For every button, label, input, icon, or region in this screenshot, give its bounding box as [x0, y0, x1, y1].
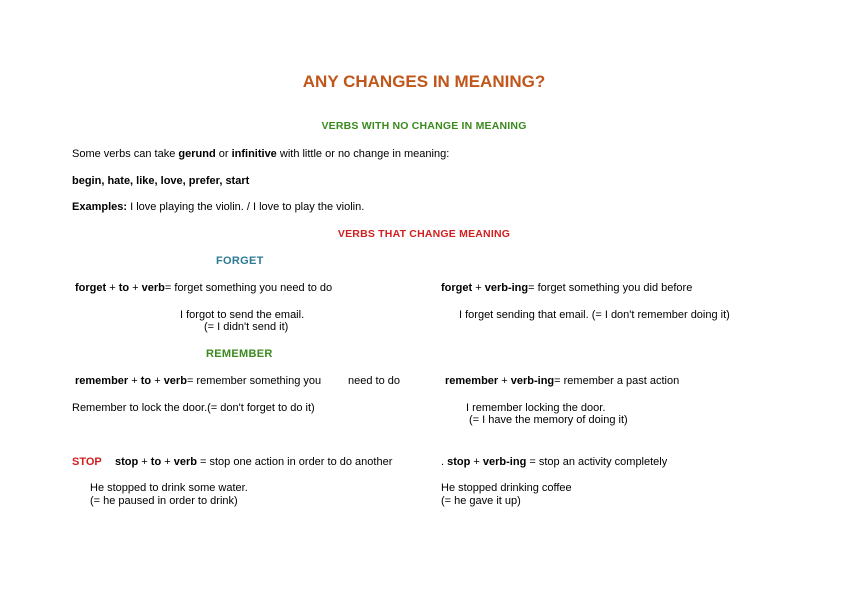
rule-verb-form: verb-ing — [482, 456, 527, 468]
stop-gerund-example: He stopped drinking coffee — [441, 482, 572, 494]
remember-infinitive-rule — [75, 375, 321, 388]
rule-verb-form: verb-ing — [484, 282, 529, 294]
page-title: ANY CHANGES IN MEANING? — [302, 72, 546, 91]
section-heading-change: VERBS THAT CHANGE MEANING — [337, 228, 511, 240]
rule-verb: forget — [75, 282, 107, 294]
examples-label: Examples: — [72, 201, 128, 213]
rule-to: to — [118, 282, 130, 294]
rule-verb: stop — [447, 456, 471, 468]
rule-plus: + — [128, 375, 141, 387]
section-heading-no-change: VERBS WITH NO CHANGE IN MEANING — [321, 120, 527, 132]
rule-plus: + — [138, 456, 151, 468]
rule-plus: + — [151, 375, 164, 387]
rule-plus: + — [498, 375, 511, 387]
rule-meaning: = forget something you need to do — [164, 282, 333, 294]
rule-plus: + — [470, 456, 483, 468]
verb-list: begin, hate, like, love, prefer, start — [72, 175, 250, 187]
intro-text-after: with little or no change in meaning: — [276, 148, 450, 160]
rule-meaning: = stop an activity completely — [526, 456, 668, 468]
forget-infinitive-rule — [75, 282, 332, 295]
stop-heading: STOP — [72, 456, 102, 468]
rule-to: to — [150, 456, 162, 468]
rule-plus: + — [161, 456, 174, 468]
stop-gerund-rule — [441, 456, 667, 469]
forget-gerund-rule — [441, 282, 692, 295]
intro-paragraph — [72, 148, 449, 161]
rule-verb-form: verb — [163, 375, 187, 387]
rule-to: to — [140, 375, 152, 387]
remember-gerund-example: I remember locking the door. — [466, 402, 606, 414]
intro-text-before: Some verbs can take — [72, 148, 179, 160]
rule-verb-form: verb — [141, 282, 165, 294]
rule-meaning: = stop one action in order to do another — [196, 456, 393, 468]
rule-plus: + — [472, 282, 485, 294]
rule-meaning: = forget something you did before — [528, 282, 693, 294]
stop-infinitive-example: He stopped to drink some water. — [90, 482, 248, 494]
forget-infinitive-example: I forgot to send the email. — [180, 309, 305, 321]
rule-verb: remember — [445, 375, 499, 387]
rule-verb: remember — [75, 375, 129, 387]
intro-infinitive: infinitive — [231, 148, 277, 160]
rule-verb: stop — [115, 456, 139, 468]
rule-verb: forget — [441, 282, 473, 294]
rule-prefix: . — [441, 456, 448, 468]
remember-infinitive-rule-continued: need to do — [348, 375, 400, 387]
remember-infinitive-example: Remember to lock the door.(= don't forget to do it) — [72, 402, 315, 414]
examples-text: I love playing the violin. / I love to play the violin. — [127, 201, 365, 213]
intro-text-or: or — [215, 148, 232, 160]
stop-gerund-explanation: (= he gave it up) — [441, 495, 521, 507]
stop-infinitive-rule — [115, 456, 392, 469]
remember-gerund-explanation: (= I have the memory of doing it) — [469, 414, 628, 426]
remember-gerund-rule — [445, 375, 679, 388]
rule-plus: + — [129, 282, 142, 294]
forget-infinitive-explanation: (= I didn't send it) — [204, 321, 289, 333]
rule-plus: + — [106, 282, 119, 294]
examples-line — [72, 201, 364, 214]
stop-infinitive-explanation: (= he paused in order to drink) — [90, 495, 238, 507]
rule-meaning: = remember something you — [186, 375, 322, 387]
rule-meaning: = remember a past action — [554, 375, 680, 387]
forget-gerund-example: I forget sending that email. (= I don't remember doing it) — [459, 309, 730, 321]
rule-verb-form: verb-ing — [510, 375, 555, 387]
forget-heading: FORGET — [216, 255, 264, 267]
remember-heading: REMEMBER — [206, 348, 273, 360]
rule-verb-form: verb — [173, 456, 197, 468]
intro-gerund: gerund — [178, 148, 216, 160]
